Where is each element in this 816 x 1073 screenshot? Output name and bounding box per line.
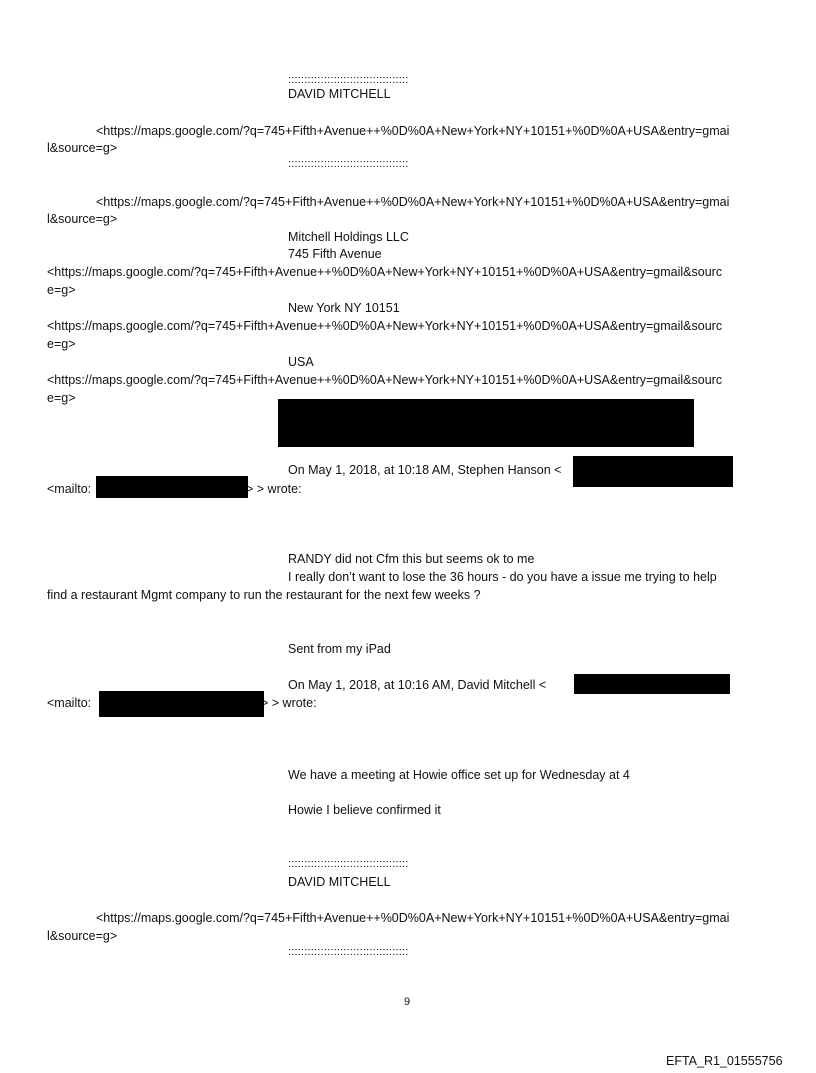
city-line: New York NY 10151 [288,301,400,315]
maps-link-continued[interactable]: e=g> [47,391,76,405]
maps-link[interactable]: <https://maps.google.com/?q=745+Fifth+Avenue++%0D%0A+New+York+NY+10151+%0D%0A+USA&entry=gmail&sourc [47,319,723,333]
maps-link-continued[interactable]: l&source=g> [47,212,118,226]
email-header: On May 1, 2018, at 10:18 AM, Stephen Hanson < [288,463,562,477]
company-name: Mitchell Holdings LLC [288,230,409,244]
maps-link[interactable]: <https://maps.google.com/?q=745+Fifth+Avenue++%0D%0A+New+York+NY+10151+%0D%0A+USA&entry=gmai [96,911,730,925]
mailto-prefix: <mailto: [47,696,92,710]
page-number: 9 [404,996,411,1008]
redaction-block [573,456,733,487]
maps-link-continued[interactable]: l&source=g> [47,141,118,155]
wrote-label: > > wrote: [246,482,302,496]
maps-link-continued[interactable]: e=g> [47,337,76,351]
wrote-label: > > wrote: [261,696,317,710]
maps-link-continued[interactable]: l&source=g> [47,929,118,943]
email-body-line: We have a meeting at Howie office set up for Wednesday at 4 [288,768,630,782]
bates-number: EFTA_R1_01555756 [666,1054,783,1068]
maps-link[interactable]: <https://maps.google.com/?q=745+Fifth+Avenue++%0D%0A+New+York+NY+10151+%0D%0A+USA&entry=gmail&sourc [47,373,723,387]
maps-link[interactable]: <https://maps.google.com/?q=745+Fifth+Avenue++%0D%0A+New+York+NY+10151+%0D%0A+USA&entry=gmail&sourc [47,265,723,279]
email-body-line: Howie I believe confirmed it [288,803,441,817]
redaction-block [278,399,694,447]
email-header: On May 1, 2018, at 10:16 AM, David Mitchell < [288,678,547,692]
email-body-line: find a restaurant Mgmt company to run the restaurant for the next few weeks ? [47,588,481,602]
mailto-prefix: <mailto: [47,482,92,496]
signature-separator: ::::::::::::::::::::::::::::::::::::: [288,74,409,86]
email-body-line: I really don’t want to lose the 36 hours - do you have a issue me trying to help [288,570,717,584]
maps-link[interactable]: <https://maps.google.com/?q=745+Fifth+Avenue++%0D%0A+New+York+NY+10151+%0D%0A+USA&entry=gmai [96,124,730,138]
redaction-block [99,691,264,717]
signature-name: DAVID MITCHELL [288,875,391,889]
maps-link[interactable]: <https://maps.google.com/?q=745+Fifth+Avenue++%0D%0A+New+York+NY+10151+%0D%0A+USA&entry=gmai [96,195,730,209]
signature-separator: ::::::::::::::::::::::::::::::::::::: [288,158,409,170]
maps-link-continued[interactable]: e=g> [47,283,76,297]
redaction-block [96,476,248,498]
signature-name: DAVID MITCHELL [288,87,391,101]
signature-separator: ::::::::::::::::::::::::::::::::::::: [288,946,409,958]
signature-separator: ::::::::::::::::::::::::::::::::::::: [288,858,409,870]
redaction-block [574,674,730,694]
street-address: 745 Fifth Avenue [288,247,382,261]
email-body-line: RANDY did not Cfm this but seems ok to me [288,552,535,566]
sent-from: Sent from my iPad [288,642,391,656]
country-line: USA [288,355,314,369]
